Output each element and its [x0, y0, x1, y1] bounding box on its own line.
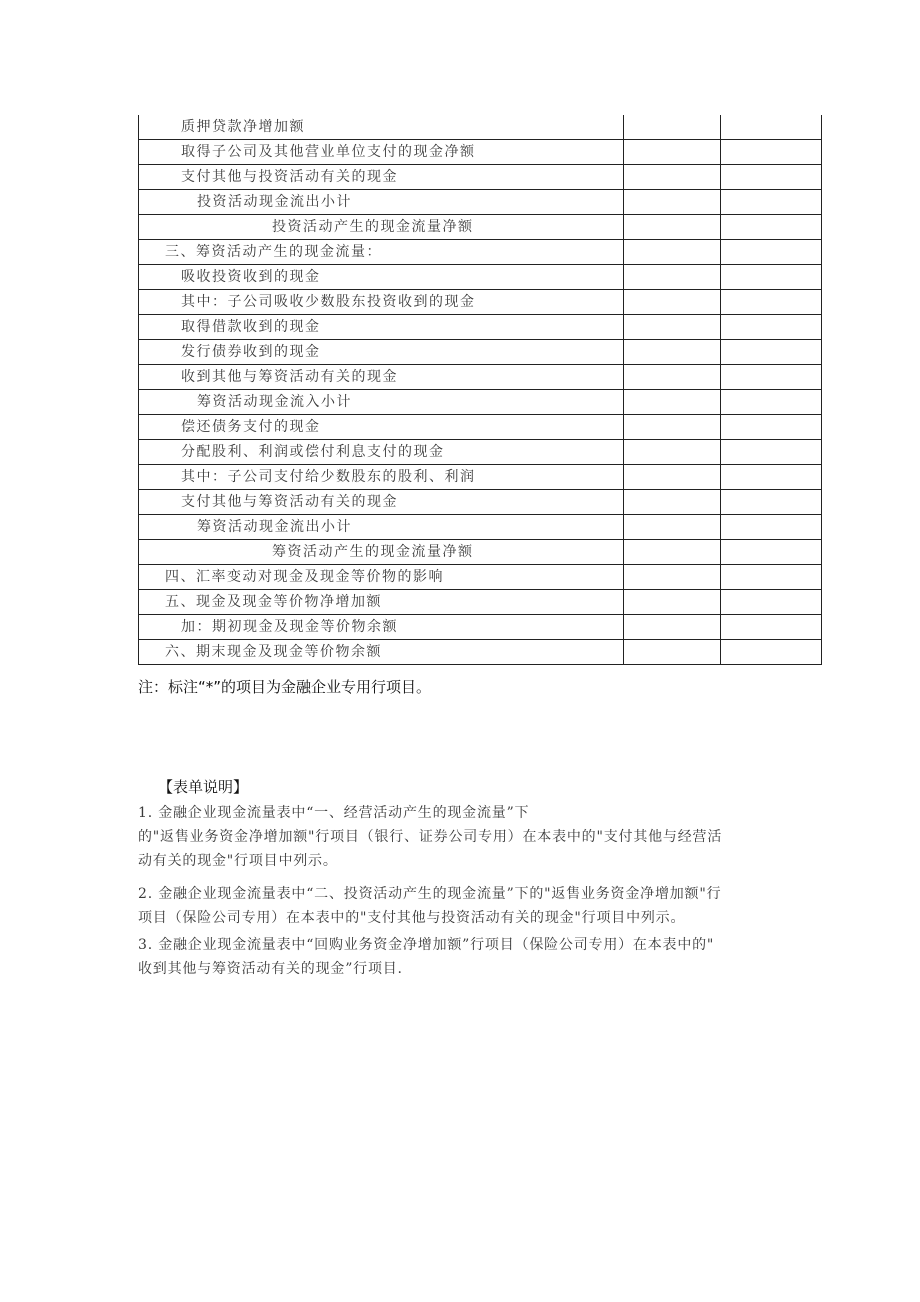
- table-row: [139, 165, 822, 190]
- table-row: [139, 615, 822, 640]
- current-period-cell: [624, 140, 721, 165]
- prior-period-cell: [721, 540, 822, 565]
- table-row: [139, 440, 822, 465]
- prior-period-cell: [721, 515, 822, 540]
- explanation-line: 的"返售业务资金净增加额"行项目（银行、证券公司专用）在本表中的"支付其他与经营活: [138, 829, 723, 845]
- row-label: 质押贷款净增加额: [139, 115, 624, 140]
- prior-period-cell: [721, 640, 822, 665]
- prior-period-cell: [721, 115, 822, 140]
- table-row: [139, 540, 822, 565]
- explanation-line: 3. 金融企业现金流量表中“回购业务资金净增加额”行项目（保险公司专用）在本表中的": [138, 937, 715, 953]
- explanation-title: 【表单说明】: [158, 778, 249, 796]
- table-row: [139, 265, 822, 290]
- prior-period-cell: [721, 590, 822, 615]
- current-period-cell: [624, 265, 721, 290]
- table-row: [139, 340, 822, 365]
- table-row: [139, 590, 822, 615]
- row-label: 取得子公司及其他营业单位支付的现金净额: [139, 140, 624, 165]
- table-row: [139, 565, 822, 590]
- table-note: 注：标注“*”的项目为金融企业专用行项目。: [138, 678, 432, 696]
- current-period-cell: [624, 290, 721, 315]
- explanation-paragraph-2: [138, 882, 818, 930]
- prior-period-cell: [721, 365, 822, 390]
- current-period-cell: [624, 215, 721, 240]
- prior-period-cell: [721, 465, 822, 490]
- prior-period-cell: [721, 315, 822, 340]
- row-label: 六、期末现金及现金等价物余额: [139, 640, 624, 665]
- prior-period-cell: [721, 165, 822, 190]
- table-row: [139, 465, 822, 490]
- explanation-line: 项目（保险公司专用）在本表中的"支付其他与投资活动有关的现金"行项目中列示。: [138, 910, 686, 926]
- current-period-cell: [624, 190, 721, 215]
- current-period-cell: [624, 440, 721, 465]
- row-label: 收到其他与筹资活动有关的现金: [139, 365, 624, 390]
- prior-period-cell: [721, 215, 822, 240]
- prior-period-cell: [721, 265, 822, 290]
- row-label: 筹资活动产生的现金流量净额: [139, 540, 624, 565]
- current-period-cell: [624, 340, 721, 365]
- table-row: [139, 365, 822, 390]
- prior-period-cell: [721, 415, 822, 440]
- row-label: 筹资活动现金流出小计: [139, 515, 624, 540]
- row-label: 四、汇率变动对现金及现金等价物的影响: [139, 565, 624, 590]
- current-period-cell: [624, 640, 721, 665]
- row-label: 加：期初现金及现金等价物余额: [139, 615, 624, 640]
- table-row: [139, 640, 822, 665]
- prior-period-cell: [721, 490, 822, 515]
- explanation-paragraph-1: [138, 801, 818, 873]
- current-period-cell: [624, 615, 721, 640]
- table-row: [139, 115, 822, 140]
- explanation-paragraph-3: [138, 933, 818, 981]
- prior-period-cell: [721, 140, 822, 165]
- row-label: 投资活动产生的现金流量净额: [139, 215, 624, 240]
- current-period-cell: [624, 565, 721, 590]
- table-row: [139, 240, 822, 265]
- prior-period-cell: [721, 565, 822, 590]
- current-period-cell: [624, 315, 721, 340]
- row-label: 吸收投资收到的现金: [139, 265, 624, 290]
- current-period-cell: [624, 165, 721, 190]
- table-row: [139, 215, 822, 240]
- current-period-cell: [624, 540, 721, 565]
- prior-period-cell: [721, 615, 822, 640]
- row-label: 其中：子公司吸收少数股东投资收到的现金: [139, 290, 624, 315]
- current-period-cell: [624, 490, 721, 515]
- current-period-cell: [624, 390, 721, 415]
- row-label: 支付其他与筹资活动有关的现金: [139, 490, 624, 515]
- row-label: 支付其他与投资活动有关的现金: [139, 165, 624, 190]
- cash-flow-table: [138, 115, 822, 665]
- explanation-line: 收到其他与筹资活动有关的现金”行项目.: [138, 961, 403, 977]
- explanation-line: 1. 金融企业现金流量表中“一、经营活动产生的现金流量”下: [138, 805, 530, 821]
- current-period-cell: [624, 240, 721, 265]
- row-label: 分配股利、利润或偿付利息支付的现金: [139, 440, 624, 465]
- table-row: [139, 415, 822, 440]
- table-row: [139, 315, 822, 340]
- prior-period-cell: [721, 190, 822, 215]
- current-period-cell: [624, 115, 721, 140]
- prior-period-cell: [721, 340, 822, 365]
- row-label: 投资活动现金流出小计: [139, 190, 624, 215]
- row-label: 偿还债务支付的现金: [139, 415, 624, 440]
- table-row: [139, 140, 822, 165]
- prior-period-cell: [721, 290, 822, 315]
- current-period-cell: [624, 365, 721, 390]
- table-row: [139, 515, 822, 540]
- row-label: 其中：子公司支付给少数股东的股利、利润: [139, 465, 624, 490]
- row-label: 五、现金及现金等价物净增加额: [139, 590, 624, 615]
- row-label: 发行债券收到的现金: [139, 340, 624, 365]
- table-row: [139, 490, 822, 515]
- table-row: [139, 190, 822, 215]
- row-label: 三、筹资活动产生的现金流量：: [139, 240, 624, 265]
- current-period-cell: [624, 590, 721, 615]
- explanation-line: 2. 金融企业现金流量表中“二、投资活动产生的现金流量”下的"返售业务资金净增加额"行: [138, 886, 722, 902]
- table-row: [139, 390, 822, 415]
- table-row: [139, 290, 822, 315]
- current-period-cell: [624, 515, 721, 540]
- prior-period-cell: [721, 240, 822, 265]
- cash-flow-table-body: [139, 115, 822, 665]
- current-period-cell: [624, 465, 721, 490]
- row-label: 取得借款收到的现金: [139, 315, 624, 340]
- row-label: 筹资活动现金流入小计: [139, 390, 624, 415]
- prior-period-cell: [721, 440, 822, 465]
- prior-period-cell: [721, 390, 822, 415]
- current-period-cell: [624, 415, 721, 440]
- explanation-line: 动有关的现金"行项目中列示。: [138, 853, 338, 869]
